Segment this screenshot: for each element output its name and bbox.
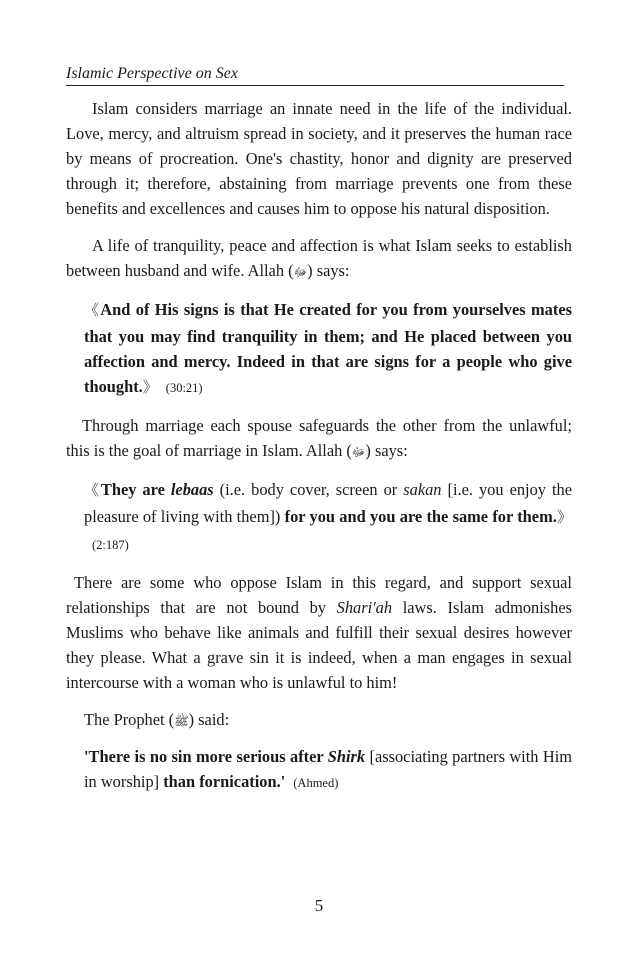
paragraph-safeguard bbox=[66, 413, 572, 465]
page-number: 5 bbox=[314, 896, 324, 915]
quote-text: 'There is no sin more serious after bbox=[84, 747, 328, 766]
ornate-close-bracket: 》 bbox=[556, 510, 572, 526]
term-shariah: Shari'ah bbox=[336, 598, 393, 617]
paragraph-text: ) says: bbox=[365, 441, 408, 460]
term-shirk: Shirk bbox=[327, 747, 366, 766]
verse-reference: (2:187) bbox=[92, 538, 129, 552]
honorific-glyph: ﷻ bbox=[351, 445, 366, 459]
term-lebaas: lebaas bbox=[170, 480, 214, 499]
paragraph-text: ) said: bbox=[188, 710, 230, 729]
quote-text: for you and you are the same for them. bbox=[284, 507, 557, 526]
quote-text: than fornication.' bbox=[163, 772, 286, 791]
paragraph-text: A life of tranquility, peace and affection is what Islam seeks to establish between husband and wife. Allah ( bbox=[66, 236, 572, 280]
running-header: Islamic Perspective on Sex bbox=[66, 64, 564, 86]
paragraph-text: There are some who oppose Islam in this regard, and support sexual relationships that are not bound by bbox=[66, 573, 572, 617]
paragraph-text: Through marriage each spouse safeguards the other from the unlawful; this is the goal of marriage in Islam. Allah ( bbox=[66, 416, 572, 460]
honorific-glyph: ﷻ bbox=[293, 265, 308, 279]
term-sakan: sakan bbox=[403, 480, 442, 499]
quote-text: They are bbox=[100, 480, 171, 499]
hadith-quote bbox=[84, 744, 572, 796]
paragraph-marriage-need: Islam considers marriage an innate need in the life of the individual. Love, mercy, and altruism spread in society, and it preserves the human race by means of procreation. One's chastity, honor and dignity are preserved through it; therefore, abstaining from marriage prevents one from these benefits and excellences and causes him to oppose his natural disposition. bbox=[66, 99, 572, 218]
quran-quote-30-21 bbox=[84, 297, 572, 401]
paragraph-text: ) says: bbox=[307, 261, 350, 280]
quote-gloss: [i.e. you enjoy the pleasure of living with them]) bbox=[84, 480, 572, 526]
ornate-close-bracket: 》 bbox=[142, 380, 158, 396]
paragraph-tranquility bbox=[66, 233, 572, 285]
verse-reference: (30:21) bbox=[165, 381, 203, 395]
quote-gloss: (i.e. body cover, screen or bbox=[213, 480, 404, 499]
quote-text: And of His signs is that He created for you from yourselves mates that you may find tranquility in them; and He placed between you affection and mercy. Indeed in that are signs for a people who give thought. bbox=[84, 300, 572, 396]
quote-gloss: [associating partners with Him in worship] bbox=[84, 747, 572, 791]
quran-quote-2-187 bbox=[84, 477, 572, 558]
paragraph-text: The Prophet ( bbox=[84, 710, 175, 729]
ornate-open-bracket: 《 bbox=[84, 303, 101, 319]
hadith-reference: (Ahmed) bbox=[293, 776, 339, 790]
honorific-glyph: ﷺ bbox=[174, 714, 189, 728]
paragraph-opposition bbox=[66, 570, 572, 695]
paragraph-text: laws. Islam admonishes Muslims who behave like animals and fulfill their sexual desires however they please. What a grave sin it is indeed, when a man engages in sexual intercourse with a woman who is unlawful to him! bbox=[66, 598, 572, 692]
body-text bbox=[66, 96, 572, 808]
paragraph-prophet-said bbox=[84, 707, 572, 734]
ornate-open-bracket: 《 bbox=[84, 483, 101, 499]
